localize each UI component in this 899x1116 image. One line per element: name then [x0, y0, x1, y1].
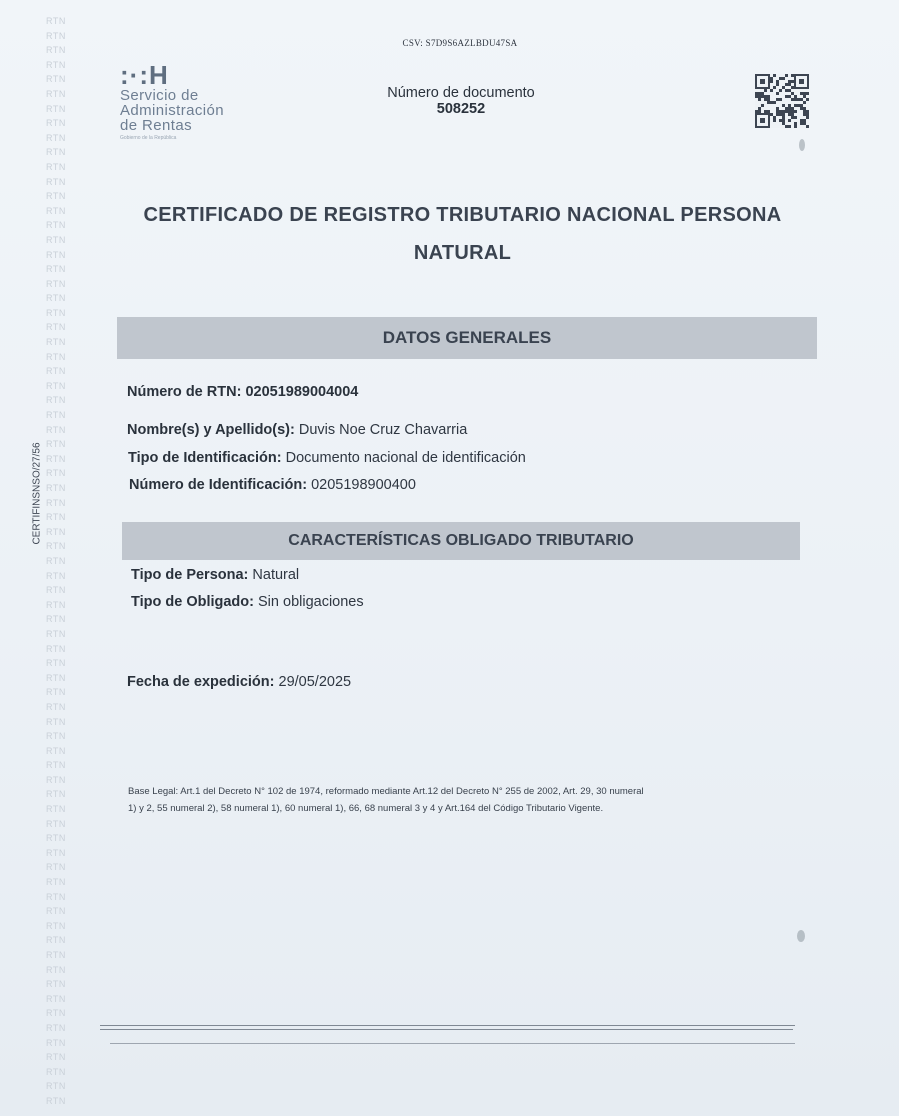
- rtn-watermark: RTN: [46, 555, 66, 566]
- rtn-value: 02051989004004: [245, 384, 359, 400]
- rtn-watermark: RTN: [46, 30, 66, 41]
- rtn-watermark: RTN: [46, 760, 66, 771]
- footer-rule-bottom: [110, 1043, 795, 1044]
- rtn-watermark: RTN: [46, 818, 66, 829]
- rtn-watermark: RTN: [46, 687, 66, 698]
- rtn-watermark: RTN: [46, 1081, 66, 1092]
- section-heading-general: DATOS GENERALES: [117, 317, 817, 359]
- footer-rule-top: [100, 1025, 795, 1026]
- rtn-watermark: RTN: [46, 147, 66, 158]
- section-heading-taxpayer: CARACTERÍSTICAS OBLIGADO TRIBUTARIO: [122, 522, 800, 560]
- rtn-watermark: RTN: [46, 307, 66, 318]
- rtn-watermark: RTN: [46, 380, 66, 391]
- csv-code: CSV: S7D9S6AZLBDU47SA: [402, 38, 518, 48]
- certificate-title: [120, 196, 805, 272]
- issue-date-label: Fecha de expedición:: [127, 674, 275, 690]
- rtn-watermark: RTN: [46, 570, 66, 581]
- footer-rule-middle: [100, 1029, 793, 1030]
- rtn-watermark: RTN: [46, 16, 66, 26]
- rtn-watermark: RTN: [46, 293, 66, 304]
- obligated-type-value: Sin obligaciones: [258, 594, 364, 610]
- rtn-watermark: RTN: [46, 745, 66, 756]
- rtn-watermark: RTN: [46, 774, 66, 785]
- logo-line-3: de Rentas: [120, 117, 192, 134]
- rtn-watermark: RTN: [46, 205, 66, 216]
- person-type-label: Tipo de Persona:: [131, 567, 249, 583]
- rtn-watermark-strip: [46, 14, 86, 1114]
- id-number-value: 0205198900400: [311, 477, 416, 493]
- id-number-field: [129, 477, 416, 493]
- ink-smudge: [797, 930, 805, 942]
- rtn-watermark: RTN: [46, 1022, 66, 1033]
- rtn-watermark: RTN: [46, 132, 66, 143]
- person-type-field: [131, 567, 299, 583]
- person-type-value: Natural: [252, 567, 300, 583]
- issue-date-value: 29/05/2025: [278, 674, 352, 690]
- rtn-watermark: RTN: [46, 497, 66, 508]
- rtn-watermark: RTN: [46, 191, 66, 202]
- rtn-watermark: RTN: [46, 366, 66, 377]
- rtn-watermark: RTN: [46, 628, 66, 639]
- rtn-watermark: RTN: [46, 176, 66, 187]
- id-number-label: Número de Identificación:: [129, 477, 308, 493]
- rtn-watermark: RTN: [46, 906, 66, 917]
- legal-basis-text: [128, 783, 768, 817]
- rtn-watermark: RTN: [46, 351, 66, 362]
- rtn-watermark: RTN: [46, 234, 66, 245]
- rtn-watermark: RTN: [46, 804, 66, 815]
- rtn-label: Número de RTN:: [127, 384, 242, 400]
- rtn-watermark: RTN: [46, 439, 66, 450]
- rtn-watermark: RTN: [46, 410, 66, 421]
- name-label: Nombre(s) y Apellido(s):: [127, 422, 295, 438]
- rtn-watermark: RTN: [46, 935, 66, 946]
- rtn-watermark: RTN: [46, 526, 66, 537]
- rtn-watermark: RTN: [46, 950, 66, 960]
- rtn-watermark: RTN: [46, 716, 66, 727]
- rtn-watermark: RTN: [46, 833, 66, 844]
- rtn-watermark: RTN: [46, 220, 66, 231]
- rtn-watermark: RTN: [46, 672, 66, 683]
- rtn-watermark: RTN: [46, 88, 66, 99]
- side-document-code: CERTIFINSNSO/27/56: [31, 442, 43, 545]
- id-type-label: Tipo de Identificación:: [128, 450, 282, 466]
- rtn-watermark: RTN: [46, 599, 66, 610]
- certificate-title-line-2: NATURAL: [413, 242, 512, 264]
- rtn-watermark: RTN: [46, 1052, 66, 1063]
- id-type-field: [128, 450, 526, 466]
- rtn-watermark: RTN: [46, 468, 66, 479]
- rtn-watermark: RTN: [46, 249, 66, 260]
- ink-smudge: [799, 139, 805, 151]
- qr-code-icon: [755, 74, 809, 128]
- id-type-value: Documento nacional de identificación: [285, 450, 526, 466]
- logo-mark-icon: :·:H: [120, 60, 169, 90]
- rtn-watermark: RTN: [46, 512, 66, 523]
- document-number-block: [350, 85, 572, 117]
- rtn-watermark: RTN: [46, 658, 66, 669]
- rtn-watermark: RTN: [46, 1095, 66, 1106]
- rtn-watermark: RTN: [46, 453, 66, 464]
- rtn-watermark: RTN: [46, 322, 66, 333]
- rtn-watermark: RTN: [46, 920, 66, 931]
- rtn-watermark: RTN: [46, 862, 66, 873]
- rtn-watermark: RTN: [46, 1066, 66, 1077]
- rtn-watermark: RTN: [46, 161, 66, 172]
- obligated-type-field: [131, 594, 364, 610]
- rtn-watermark: RTN: [46, 59, 66, 70]
- rtn-watermark: RTN: [46, 118, 66, 129]
- legal-basis-line-2: 1) y 2, 55 numeral 2), 58 numeral 1), 60 numeral 1), 66, 68 numeral 3 y 4 y Art.164 del Código Tributario Vigente.: [128, 803, 604, 814]
- name-value: Duvis Noe Cruz Chavarria: [298, 422, 468, 438]
- rtn-watermark: RTN: [46, 395, 66, 406]
- rtn-watermark: RTN: [46, 979, 66, 990]
- rtn-watermark: RTN: [46, 74, 66, 85]
- rtn-watermark: RTN: [46, 789, 66, 800]
- rtn-watermark: RTN: [46, 993, 66, 1004]
- rtn-watermark: RTN: [46, 103, 66, 114]
- name-field: [127, 422, 467, 438]
- rtn-watermark: RTN: [46, 1008, 66, 1019]
- rtn-watermark: RTN: [46, 483, 66, 493]
- rtn-field: [127, 384, 358, 400]
- issue-date-field: [127, 674, 351, 690]
- rtn-watermark: RTN: [46, 614, 66, 625]
- rtn-watermark: RTN: [46, 877, 66, 888]
- logo-line-1: Servicio de: [120, 87, 199, 104]
- sar-logo: [120, 62, 290, 152]
- rtn-watermark: RTN: [46, 731, 66, 742]
- logo-tagline: Gobierno de la República: [120, 135, 177, 141]
- logo-line-2: Administración: [120, 102, 224, 119]
- legal-basis-line-1: Base Legal: Art.1 del Decreto N° 102 de 1974, reformado mediante Art.12 del Decreto N° 255 de 2002, Art. 29, 30 numeral: [128, 786, 644, 797]
- certificate-title-line-1: CERTIFICADO DE REGISTRO TRIBUTARIO NACIONAL PERSONA: [143, 204, 782, 226]
- obligated-type-label: Tipo de Obligado:: [131, 594, 254, 610]
- rtn-watermark: RTN: [46, 541, 66, 552]
- rtn-watermark: RTN: [46, 847, 66, 858]
- rtn-watermark: RTN: [46, 278, 66, 289]
- rtn-watermark: RTN: [46, 643, 66, 654]
- rtn-watermark: RTN: [46, 264, 66, 275]
- rtn-watermark: RTN: [46, 1037, 66, 1048]
- document-number-value: 508252: [436, 101, 486, 117]
- rtn-watermark: RTN: [46, 891, 66, 902]
- document-number-label: Número de documento: [387, 85, 535, 101]
- rtn-watermark: RTN: [46, 701, 66, 712]
- rtn-watermark: RTN: [46, 585, 66, 596]
- rtn-watermark: RTN: [46, 45, 66, 56]
- rtn-watermark: RTN: [46, 964, 66, 975]
- rtn-watermark: RTN: [46, 424, 66, 435]
- rtn-watermark: RTN: [46, 337, 66, 348]
